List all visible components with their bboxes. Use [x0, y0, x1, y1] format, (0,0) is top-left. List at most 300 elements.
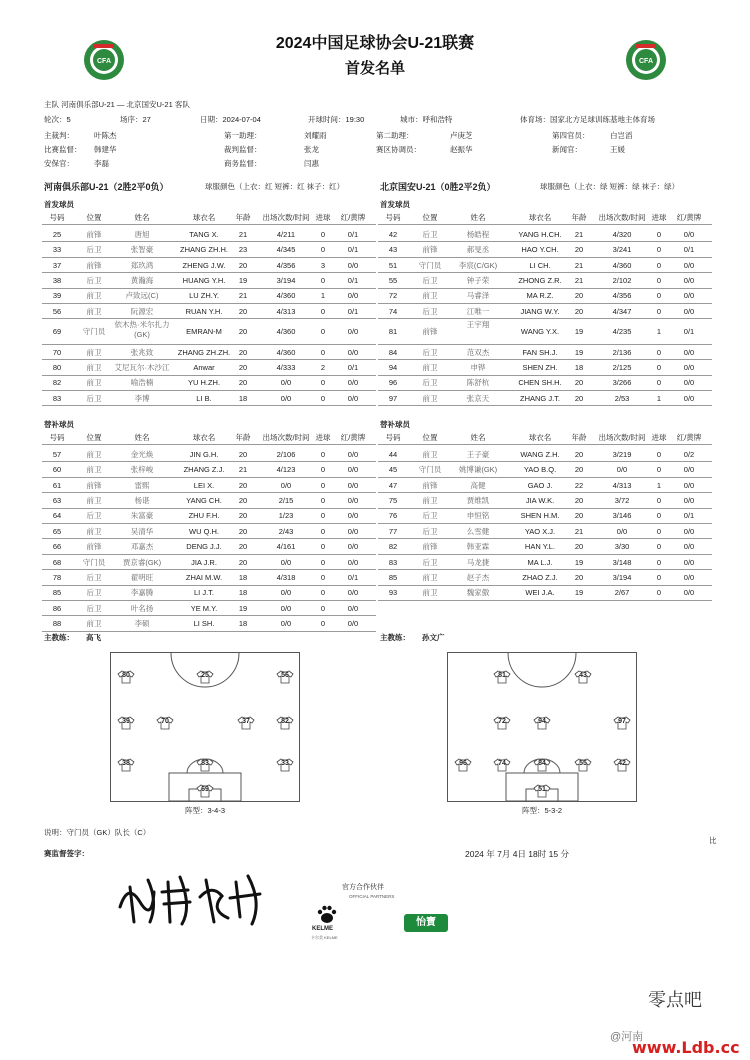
player-cards: 0/0: [347, 327, 359, 337]
watermark-url: www.Ldb.cc: [632, 1038, 740, 1057]
player-name: 张兆致: [130, 347, 154, 357]
player-no: 55: [388, 275, 398, 285]
player-age: 21: [574, 275, 584, 285]
player-cards: 0/1: [683, 511, 695, 521]
player-cards: 0/0: [347, 588, 359, 598]
player-age: 20: [238, 557, 248, 567]
player-no: 96: [388, 378, 398, 388]
player-goals: 0: [320, 603, 326, 613]
player-shirt: YE M.Y.: [190, 603, 218, 613]
player-no: 88: [52, 619, 62, 629]
player-no: 80: [52, 362, 62, 372]
player-pos: 前卫: [86, 465, 102, 475]
player-goals: 0: [320, 393, 326, 403]
shirt-number: 42: [618, 760, 626, 767]
player-age: 20: [238, 511, 248, 521]
player-shirt: CHEN SH.H.: [518, 378, 562, 388]
teams-line: 主队 河南俱乐部U-21 — 北京国安U-21 客队: [44, 100, 190, 109]
player-apps: 0/0: [280, 588, 292, 598]
player-shirt: WEI J.A.: [525, 588, 555, 598]
player-name: 雷熙: [134, 480, 150, 490]
row-divider: [42, 554, 376, 555]
official-label: 第二助理：: [376, 131, 414, 140]
column-header: 年龄: [571, 433, 587, 442]
player-goals: 1: [656, 327, 662, 337]
player-apps: 0/0: [280, 480, 292, 490]
player-no: 93: [388, 588, 398, 598]
player-no: 64: [52, 511, 62, 521]
pitch-shirt: [156, 716, 174, 730]
player-pos: 后卫: [86, 572, 102, 582]
player-age: 18: [238, 572, 248, 582]
row-divider: [378, 318, 712, 319]
player-shirt: HUANG Y.H.: [182, 275, 226, 285]
player-goals: 0: [656, 362, 662, 372]
player-age: 19: [574, 327, 584, 337]
row-divider: [378, 523, 712, 524]
player-name: 张京天: [466, 393, 490, 403]
player-no: 82: [52, 378, 62, 388]
player-name: 朱富豪: [130, 511, 154, 521]
player-age: 21: [574, 229, 584, 239]
player-name: 韩亚霖: [466, 542, 490, 552]
player-apps: 2/102: [612, 275, 632, 285]
player-age: 22: [574, 480, 584, 490]
shirt-number: 51: [538, 786, 546, 793]
row-divider: [378, 390, 712, 391]
official-value: 卢庚芝: [450, 131, 473, 140]
player-no: 43: [388, 245, 398, 255]
player-apps: 4/235: [612, 327, 632, 337]
player-name: 高健: [470, 480, 486, 490]
column-header: 号码: [49, 213, 65, 222]
player-cards: 0/0: [683, 480, 695, 490]
player-name: 张梓峻: [130, 465, 154, 475]
column-header: 球衣名: [192, 433, 216, 442]
player-age: 19: [574, 347, 584, 357]
row-divider: [378, 241, 712, 242]
player-cards: 0/0: [683, 291, 695, 301]
player-age: 20: [574, 449, 584, 459]
player-name: 江唯一: [466, 306, 490, 316]
player-shirt: TANG X.: [189, 229, 219, 239]
player-goals: 3: [320, 260, 326, 270]
player-name: 么雪健: [466, 526, 490, 536]
column-header: 出场次数/时间: [598, 433, 646, 442]
player-no: 42: [388, 229, 398, 239]
player-shirt: JIA J.R.: [191, 557, 217, 567]
row-divider: [42, 615, 376, 616]
row-divider: [42, 375, 376, 376]
official-value: 韩建华: [94, 145, 117, 154]
pitch-shirt: [276, 670, 294, 684]
column-header: 红/黄牌: [340, 213, 366, 222]
row-divider: [42, 508, 376, 509]
official-label: 第四官员：: [552, 131, 590, 140]
shirt-number: 74: [498, 760, 506, 767]
player-age: 21: [238, 229, 248, 239]
player-name: 申恒铭: [466, 511, 490, 521]
player-cards: 0/0: [683, 275, 695, 285]
shirt-number: 38: [122, 760, 130, 767]
player-age: 20: [574, 542, 584, 552]
player-no: 81: [388, 327, 398, 337]
row-divider: [378, 554, 712, 555]
player-shirt: ZHONG Z.R.: [518, 275, 562, 285]
pitch-shirt: [117, 670, 135, 684]
player-shirt: ZHU F.H.: [188, 511, 220, 521]
column-header: 年龄: [571, 213, 587, 222]
player-pos: 后卫: [86, 603, 102, 613]
player-age: 20: [238, 362, 248, 372]
kelme-sub: 卡尔美 KELME: [311, 935, 338, 940]
player-shirt: LI B.: [196, 393, 212, 403]
player-pos: 前卫: [86, 378, 102, 388]
player-cards: 0/0: [683, 526, 695, 536]
player-pos: 前卫: [422, 572, 438, 582]
home-kit: 球服颜色（上衣：红 短裤：红 袜子：红）: [205, 182, 345, 191]
player-apps: 4/333: [276, 362, 296, 372]
player-apps: 3/146: [612, 511, 632, 521]
cfa-logo-left: [82, 38, 126, 82]
player-goals: 0: [320, 378, 326, 388]
player-goals: 0: [656, 449, 662, 459]
player-no: 85: [388, 572, 398, 582]
player-apps: 2/43: [278, 526, 294, 536]
player-no: 94: [388, 362, 398, 372]
player-pos: 前锋: [86, 229, 102, 239]
player-shirt: MA L.J.: [527, 557, 553, 567]
shirt-number: 69: [201, 786, 209, 793]
pitch-shirt: [276, 758, 294, 772]
player-name: 喻浩楠: [130, 378, 154, 388]
player-apps: 4/356: [612, 291, 632, 301]
player-no: 56: [52, 306, 62, 316]
shirt-number: 72: [498, 718, 506, 725]
player-shirt: MA R.Z.: [526, 291, 554, 301]
player-name: 李硕: [134, 619, 150, 629]
player-shirt: ZHANG Z.J.: [183, 465, 225, 475]
player-goals: 0: [656, 465, 662, 475]
player-pos: 后卫: [86, 511, 102, 521]
sponsor-subtitle: OFFICIAL PARTNERS: [349, 894, 395, 899]
column-header: 位置: [422, 433, 438, 442]
row-divider: [378, 538, 712, 539]
player-apps: 4/313: [276, 306, 296, 316]
away-team-name: 北京国安U-21（0胜2平2负）: [380, 182, 496, 192]
player-pos: 前锋: [86, 480, 102, 490]
player-goals: 0: [320, 480, 326, 490]
player-goals: 0: [656, 260, 662, 270]
player-cards: 0/1: [347, 229, 359, 239]
row-divider: [42, 461, 376, 462]
player-pos: 前卫: [86, 526, 102, 536]
header-divider: [42, 444, 376, 445]
player-goals: 0: [656, 557, 662, 567]
player-shirt: DENG J.J.: [186, 542, 222, 552]
player-no: 86: [52, 603, 62, 613]
player-shirt: RUAN Y.H.: [185, 306, 223, 316]
player-no: 68: [52, 557, 62, 567]
player-age: 20: [574, 291, 584, 301]
player-name: 金光焕: [130, 449, 154, 459]
player-name: 杨皓程: [466, 229, 490, 239]
player-age: 20: [574, 495, 584, 505]
player-no: 47: [388, 480, 398, 490]
player-shirt: JIANG W.Y.: [520, 306, 560, 316]
header-divider: [378, 444, 712, 445]
player-pos: 前卫: [422, 393, 438, 403]
away-formation: 阵型：5-3-2: [521, 806, 562, 815]
player-age: 20: [238, 378, 248, 388]
row-divider: [42, 359, 376, 360]
shirt-number: 82: [281, 718, 289, 725]
player-no: 85: [52, 588, 62, 598]
player-apps: 0/0: [280, 619, 292, 629]
pitch-shirt: [533, 784, 551, 798]
player-pos: 前卫: [86, 495, 102, 505]
player-cards: 0/0: [347, 291, 359, 301]
pitch-shirt: [493, 758, 511, 772]
player-shirt: ZHANG J.T.: [519, 393, 560, 403]
player-goals: 0: [320, 557, 326, 567]
home-coach: 高飞: [86, 633, 101, 642]
player-pos: 后卫: [86, 245, 102, 255]
row-divider: [42, 288, 376, 289]
row-divider: [42, 523, 376, 524]
column-header: 球衣名: [192, 213, 216, 222]
player-name: 依木热·米尔扎力(GK): [114, 320, 170, 340]
player-shirt: HAN Y.L.: [524, 542, 556, 552]
player-cards: 0/0: [347, 603, 359, 613]
player-name: 杨谌: [134, 495, 150, 505]
player-name: 赵子杰: [466, 572, 490, 582]
player-no: 25: [52, 229, 62, 239]
player-no: 45: [388, 465, 398, 475]
player-goals: 0: [656, 572, 662, 582]
row-divider: [378, 461, 712, 462]
player-age: 20: [238, 449, 248, 459]
player-no: 83: [388, 557, 398, 567]
player-goals: 0: [320, 526, 326, 536]
player-apps: 1/23: [278, 511, 294, 521]
player-name: 黄瀚海: [130, 275, 154, 285]
player-no: 84: [388, 347, 398, 357]
player-age: 18: [238, 588, 248, 598]
column-header: 出场次数/时间: [262, 213, 310, 222]
player-goals: 0: [320, 245, 326, 255]
row-divider: [378, 272, 712, 273]
document-subtitle: 首发名单: [344, 60, 405, 77]
player-goals: 0: [320, 327, 326, 337]
shirt-number: 33: [281, 760, 289, 767]
player-name: 吴清华: [130, 526, 154, 536]
player-no: 76: [388, 511, 398, 521]
player-goals: 2: [320, 362, 326, 372]
pitch-shirt: [574, 758, 592, 772]
city: 城市：呼和浩特: [400, 115, 453, 124]
player-no: 83: [52, 393, 62, 403]
player-goals: 0: [656, 229, 662, 239]
player-shirt: EMRAN-M: [186, 327, 222, 337]
home-formation: 阵型：3-4-3: [184, 806, 225, 815]
column-header: 红/黄牌: [340, 433, 366, 442]
row-divider: [378, 405, 712, 406]
pitch-shirt: [196, 758, 214, 772]
player-age: 20: [574, 306, 584, 316]
player-age: 18: [238, 619, 248, 629]
player-goals: 0: [320, 588, 326, 598]
player-goals: 0: [320, 347, 326, 357]
player-cards: 0/0: [347, 542, 359, 552]
player-shirt: JIA W.K.: [525, 495, 555, 505]
player-pos: 后卫: [422, 511, 438, 521]
player-cards: 0/1: [347, 306, 359, 316]
player-cards: 0/1: [347, 275, 359, 285]
player-cards: 0/0: [683, 378, 695, 388]
player-cards: 0/1: [347, 362, 359, 372]
player-pos: 后卫: [422, 557, 438, 567]
player-pos: 前锋: [86, 260, 102, 270]
player-name: 范双杰: [466, 347, 490, 357]
player-age: 19: [574, 588, 584, 598]
player-age: 20: [238, 260, 248, 270]
player-goals: 0: [656, 275, 662, 285]
player-age: 20: [574, 572, 584, 582]
pitch-shirt: [533, 758, 551, 772]
official-label: 比赛监督：: [44, 145, 82, 154]
round: 轮次：5: [44, 115, 71, 124]
column-header: 姓名: [470, 213, 486, 222]
player-shirt: YAO X.J.: [524, 526, 556, 536]
official-label: 第一助理：: [224, 131, 262, 140]
player-age: 18: [574, 362, 584, 372]
player-apps: 3/241: [612, 245, 632, 255]
player-pos: 前卫: [422, 588, 438, 598]
player-shirt: WANG Y.X.: [520, 327, 560, 337]
row-divider: [378, 257, 712, 258]
row-divider: [378, 288, 712, 289]
column-header: 出场次数/时间: [262, 433, 310, 442]
player-shirt: HAO Y.CH.: [521, 245, 559, 255]
player-goals: 0: [656, 378, 662, 388]
player-no: 65: [52, 526, 62, 536]
match-date: 日期：2024-07-04: [200, 115, 261, 124]
player-no: 69: [52, 327, 62, 337]
player-apps: 0/0: [280, 393, 292, 403]
player-shirt: FAN SH.J.: [522, 347, 558, 357]
shirt-number: 55: [579, 760, 587, 767]
pitch-shirt: [237, 716, 255, 730]
player-apps: 0/0: [280, 603, 292, 613]
player-age: 18: [238, 393, 248, 403]
player-shirt: LEI X.: [193, 480, 215, 490]
player-apps: 0/0: [280, 378, 292, 388]
column-header: 姓名: [134, 213, 150, 222]
player-pos: 守门员: [82, 557, 106, 567]
header-divider: [42, 224, 376, 225]
player-cards: 0/0: [347, 260, 359, 270]
player-no: 37: [52, 260, 62, 270]
player-pos: 前卫: [422, 291, 438, 301]
column-header: 红/黄牌: [676, 433, 702, 442]
home-team-name: 河南俱乐部U-21（2胜2平0负）: [44, 182, 169, 192]
row-divider: [378, 492, 712, 493]
player-pos: 后卫: [422, 306, 438, 316]
player-age: 20: [238, 306, 248, 316]
sign-label: 赛监督签字：: [44, 849, 89, 858]
pitch-shirt: [454, 758, 472, 772]
official-label: 新闻官：: [552, 145, 582, 154]
player-cards: 0/0: [347, 449, 359, 459]
player-cards: 0/0: [683, 588, 695, 598]
player-shirt: YANG H.CH.: [518, 229, 562, 239]
column-header: 球衣名: [528, 213, 552, 222]
venue: 体育场：国家北方足球训练基地主体育场: [520, 115, 655, 124]
pitch-shirt: [613, 716, 631, 730]
player-cards: 0/0: [683, 572, 695, 582]
player-name: 阮源宏: [130, 306, 154, 316]
player-name: 陈舒杭: [466, 378, 490, 388]
official-value: 李磊: [94, 159, 109, 168]
player-shirt: YAO B.Q.: [523, 465, 557, 475]
shirt-number: 94: [538, 718, 546, 725]
column-header: 位置: [86, 213, 102, 222]
player-apps: 4/161: [276, 542, 296, 552]
player-goals: 1: [320, 291, 326, 301]
player-age: 19: [238, 275, 248, 285]
row-divider: [378, 569, 712, 570]
shirt-number: 97: [618, 718, 626, 725]
player-name: 李嘉腾: [130, 588, 154, 598]
player-name: 王宇翔: [466, 320, 490, 330]
player-shirt: WU Q.H.: [189, 526, 219, 536]
row-divider: [42, 303, 376, 304]
away-coach: 孙文广: [422, 633, 445, 642]
pitch-shirt: [196, 784, 214, 798]
player-cards: 0/1: [683, 327, 695, 337]
player-goals: 0: [656, 347, 662, 357]
column-header: 号码: [385, 433, 401, 442]
player-cards: 0/0: [683, 362, 695, 372]
player-name: 姚博谦(GK): [458, 465, 498, 475]
player-name: 李博: [134, 393, 150, 403]
player-name: 贾维凯: [466, 495, 490, 505]
player-pos: 后卫: [422, 275, 438, 285]
player-pos: 后卫: [86, 393, 102, 403]
player-no: 61: [52, 480, 62, 490]
pitch-shirt: [613, 758, 631, 772]
pitch-shirt: [574, 670, 592, 684]
player-name: 张智豪: [130, 245, 154, 255]
column-header: 出场次数/时间: [598, 213, 646, 222]
player-apps: 3/194: [276, 275, 296, 285]
row-divider: [42, 241, 376, 242]
player-cards: 0/0: [683, 465, 695, 475]
player-pos: 后卫: [422, 378, 438, 388]
player-shirt: LI SH.: [193, 619, 215, 629]
away-starters-label: 首发球员: [380, 200, 410, 209]
shirt-number: 39: [122, 718, 130, 725]
player-cards: 0/0: [683, 306, 695, 316]
pitch-shirt: [117, 716, 135, 730]
row-divider: [378, 600, 712, 601]
player-shirt: SHEN H.M.: [520, 511, 560, 521]
player-shirt: ZHAI M.W.: [185, 572, 223, 582]
kickoff-time: 开球时间：19:30: [308, 115, 365, 124]
pitch-shirt: [493, 670, 511, 684]
column-header: 红/黄牌: [676, 213, 702, 222]
